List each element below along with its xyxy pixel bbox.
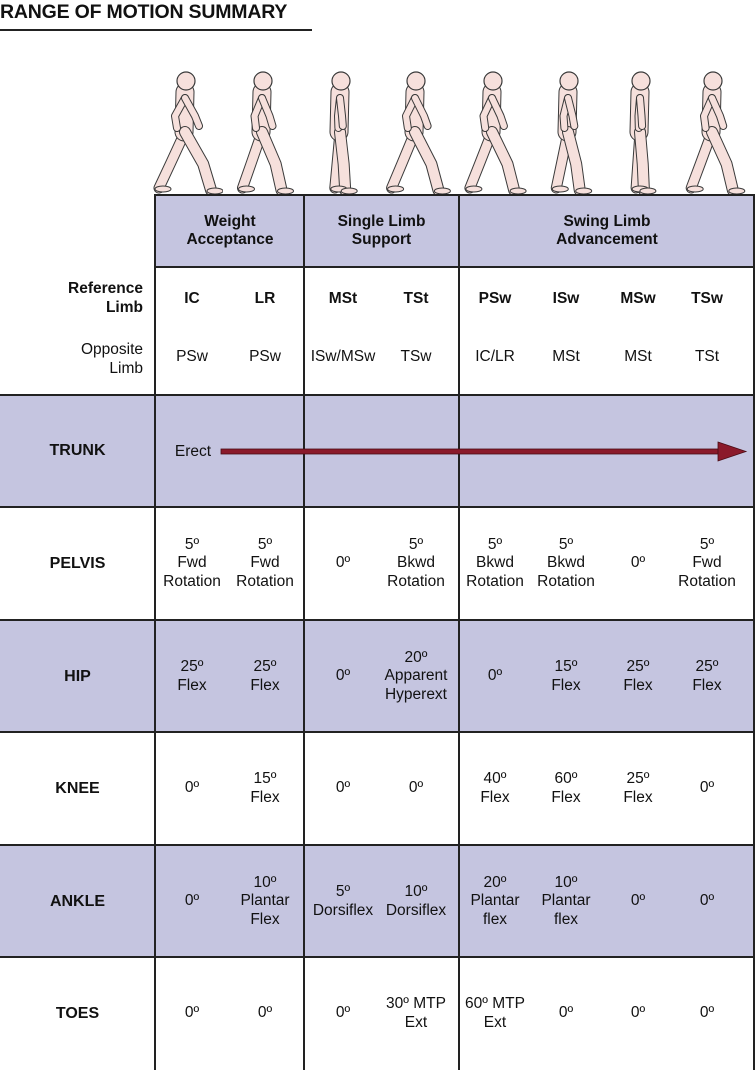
reference-phase-msw: MSw [620, 289, 656, 307]
knee-value: 0º [184, 779, 200, 797]
knee-value: 15º Flex [250, 770, 280, 806]
pelvis-value: 5º Bkwd Rotation [387, 535, 445, 590]
hip-value: 0º [487, 667, 503, 685]
ankle-value: 10º Plantar Flex [240, 873, 290, 928]
row-label-trunk: TRUNK [49, 442, 106, 459]
knee-value: 0º [699, 779, 715, 797]
row-label-toes: TOES [55, 1004, 100, 1022]
pelvis-value: 5º Fwd Rotation [678, 535, 736, 590]
trunk-value: Erect [174, 442, 212, 460]
toes-value: 0º [630, 1004, 646, 1022]
toes-value: 0º [699, 1004, 715, 1022]
opposite-phase: TSw [400, 347, 432, 365]
toes-value: 30º MTP Ext [386, 995, 446, 1031]
row-label-knee: KNEE [55, 779, 100, 797]
hip-value: 20º Apparent Hyperext [384, 648, 448, 703]
reference-phase-psw: PSw [478, 289, 512, 307]
opposite-limb-label: Opposite Limb [80, 341, 143, 377]
toes-value: 0º [335, 1004, 351, 1022]
hip-value: 0º [335, 667, 351, 685]
reference-phase-ic: IC [184, 289, 200, 307]
walking-figure [674, 68, 750, 196]
reference-phase-tst: TSt [403, 289, 429, 307]
hip-value: 25º Flex [250, 658, 280, 694]
hip-value: 25º Flex [623, 658, 653, 694]
opposite-phase: MSt [552, 347, 580, 365]
group-swing-limb-advancement: Swing Limb Advancement [556, 212, 658, 248]
row-label-ankle: ANKLE [49, 892, 106, 910]
ankle-value: 0º [184, 892, 200, 910]
knee-value: 40º Flex [480, 770, 510, 806]
ankle-value: 10º Dorsiflex [385, 883, 447, 919]
pelvis-value: 5º Bkwd Rotation [466, 535, 524, 590]
toes-value: 0º [184, 1004, 200, 1022]
knee-value: 25º Flex [623, 770, 653, 806]
walking-figure [530, 68, 606, 196]
toes-value: 0º [257, 1004, 273, 1022]
row-label-hip: HIP [64, 667, 91, 685]
ankle-value: 0º [699, 892, 715, 910]
walking-figure [377, 68, 453, 196]
toes-value: 0º [558, 1004, 574, 1022]
ankle-value: 20º Plantar flex [470, 873, 520, 928]
ankle-value: 10º Plantar flex [541, 873, 591, 928]
hip-value: 15º Flex [551, 658, 581, 694]
knee-value: 0º [335, 779, 351, 797]
knee-value: 0º [408, 779, 424, 797]
opposite-phase: IC/LR [475, 347, 515, 365]
pelvis-value: 0º [335, 554, 351, 572]
opposite-phase: PSw [176, 347, 208, 365]
knee-value: 60º Flex [551, 770, 581, 806]
ankle-value: 0º [630, 892, 646, 910]
pelvis-value: 5º Fwd Rotation [163, 535, 221, 590]
walking-figure [602, 68, 678, 196]
hip-value: 25º Flex [692, 658, 722, 694]
pelvis-value: 5º Fwd Rotation [236, 535, 294, 590]
reference-phase-isw: ISw [552, 289, 580, 307]
group-weight-acceptance: Weight Acceptance [186, 212, 274, 248]
opposite-phase: ISw/MSw [310, 347, 376, 365]
page-title: RANGE OF MOTION SUMMARY [0, 1, 288, 23]
opposite-phase: PSw [249, 347, 281, 365]
walking-figure [147, 68, 223, 196]
walking-figure [302, 68, 378, 196]
ankle-value: 5º Dorsiflex [312, 883, 374, 919]
reference-phase-tsw: TSw [691, 289, 723, 307]
group-single-limb-support: Single Limb Support [337, 212, 426, 248]
hip-value: 25º Flex [177, 658, 207, 694]
walking-figure [454, 68, 530, 196]
row-label-pelvis: PELVIS [49, 554, 106, 572]
opposite-phase: TSt [694, 347, 720, 365]
title-underline [0, 29, 312, 31]
toes-value: 60º MTP Ext [465, 995, 525, 1031]
reference-phase-lr: LR [254, 289, 276, 307]
reference-limb-label: Reference Limb [68, 280, 143, 316]
trunk-arrow [218, 440, 748, 466]
grid-line [155, 266, 755, 268]
pelvis-value: 5º Bkwd Rotation [537, 535, 595, 590]
pelvis-value: 0º [630, 554, 646, 572]
opposite-phase: MSt [624, 347, 652, 365]
walking-figure [224, 68, 300, 196]
reference-phase-mst: MSt [328, 289, 358, 307]
